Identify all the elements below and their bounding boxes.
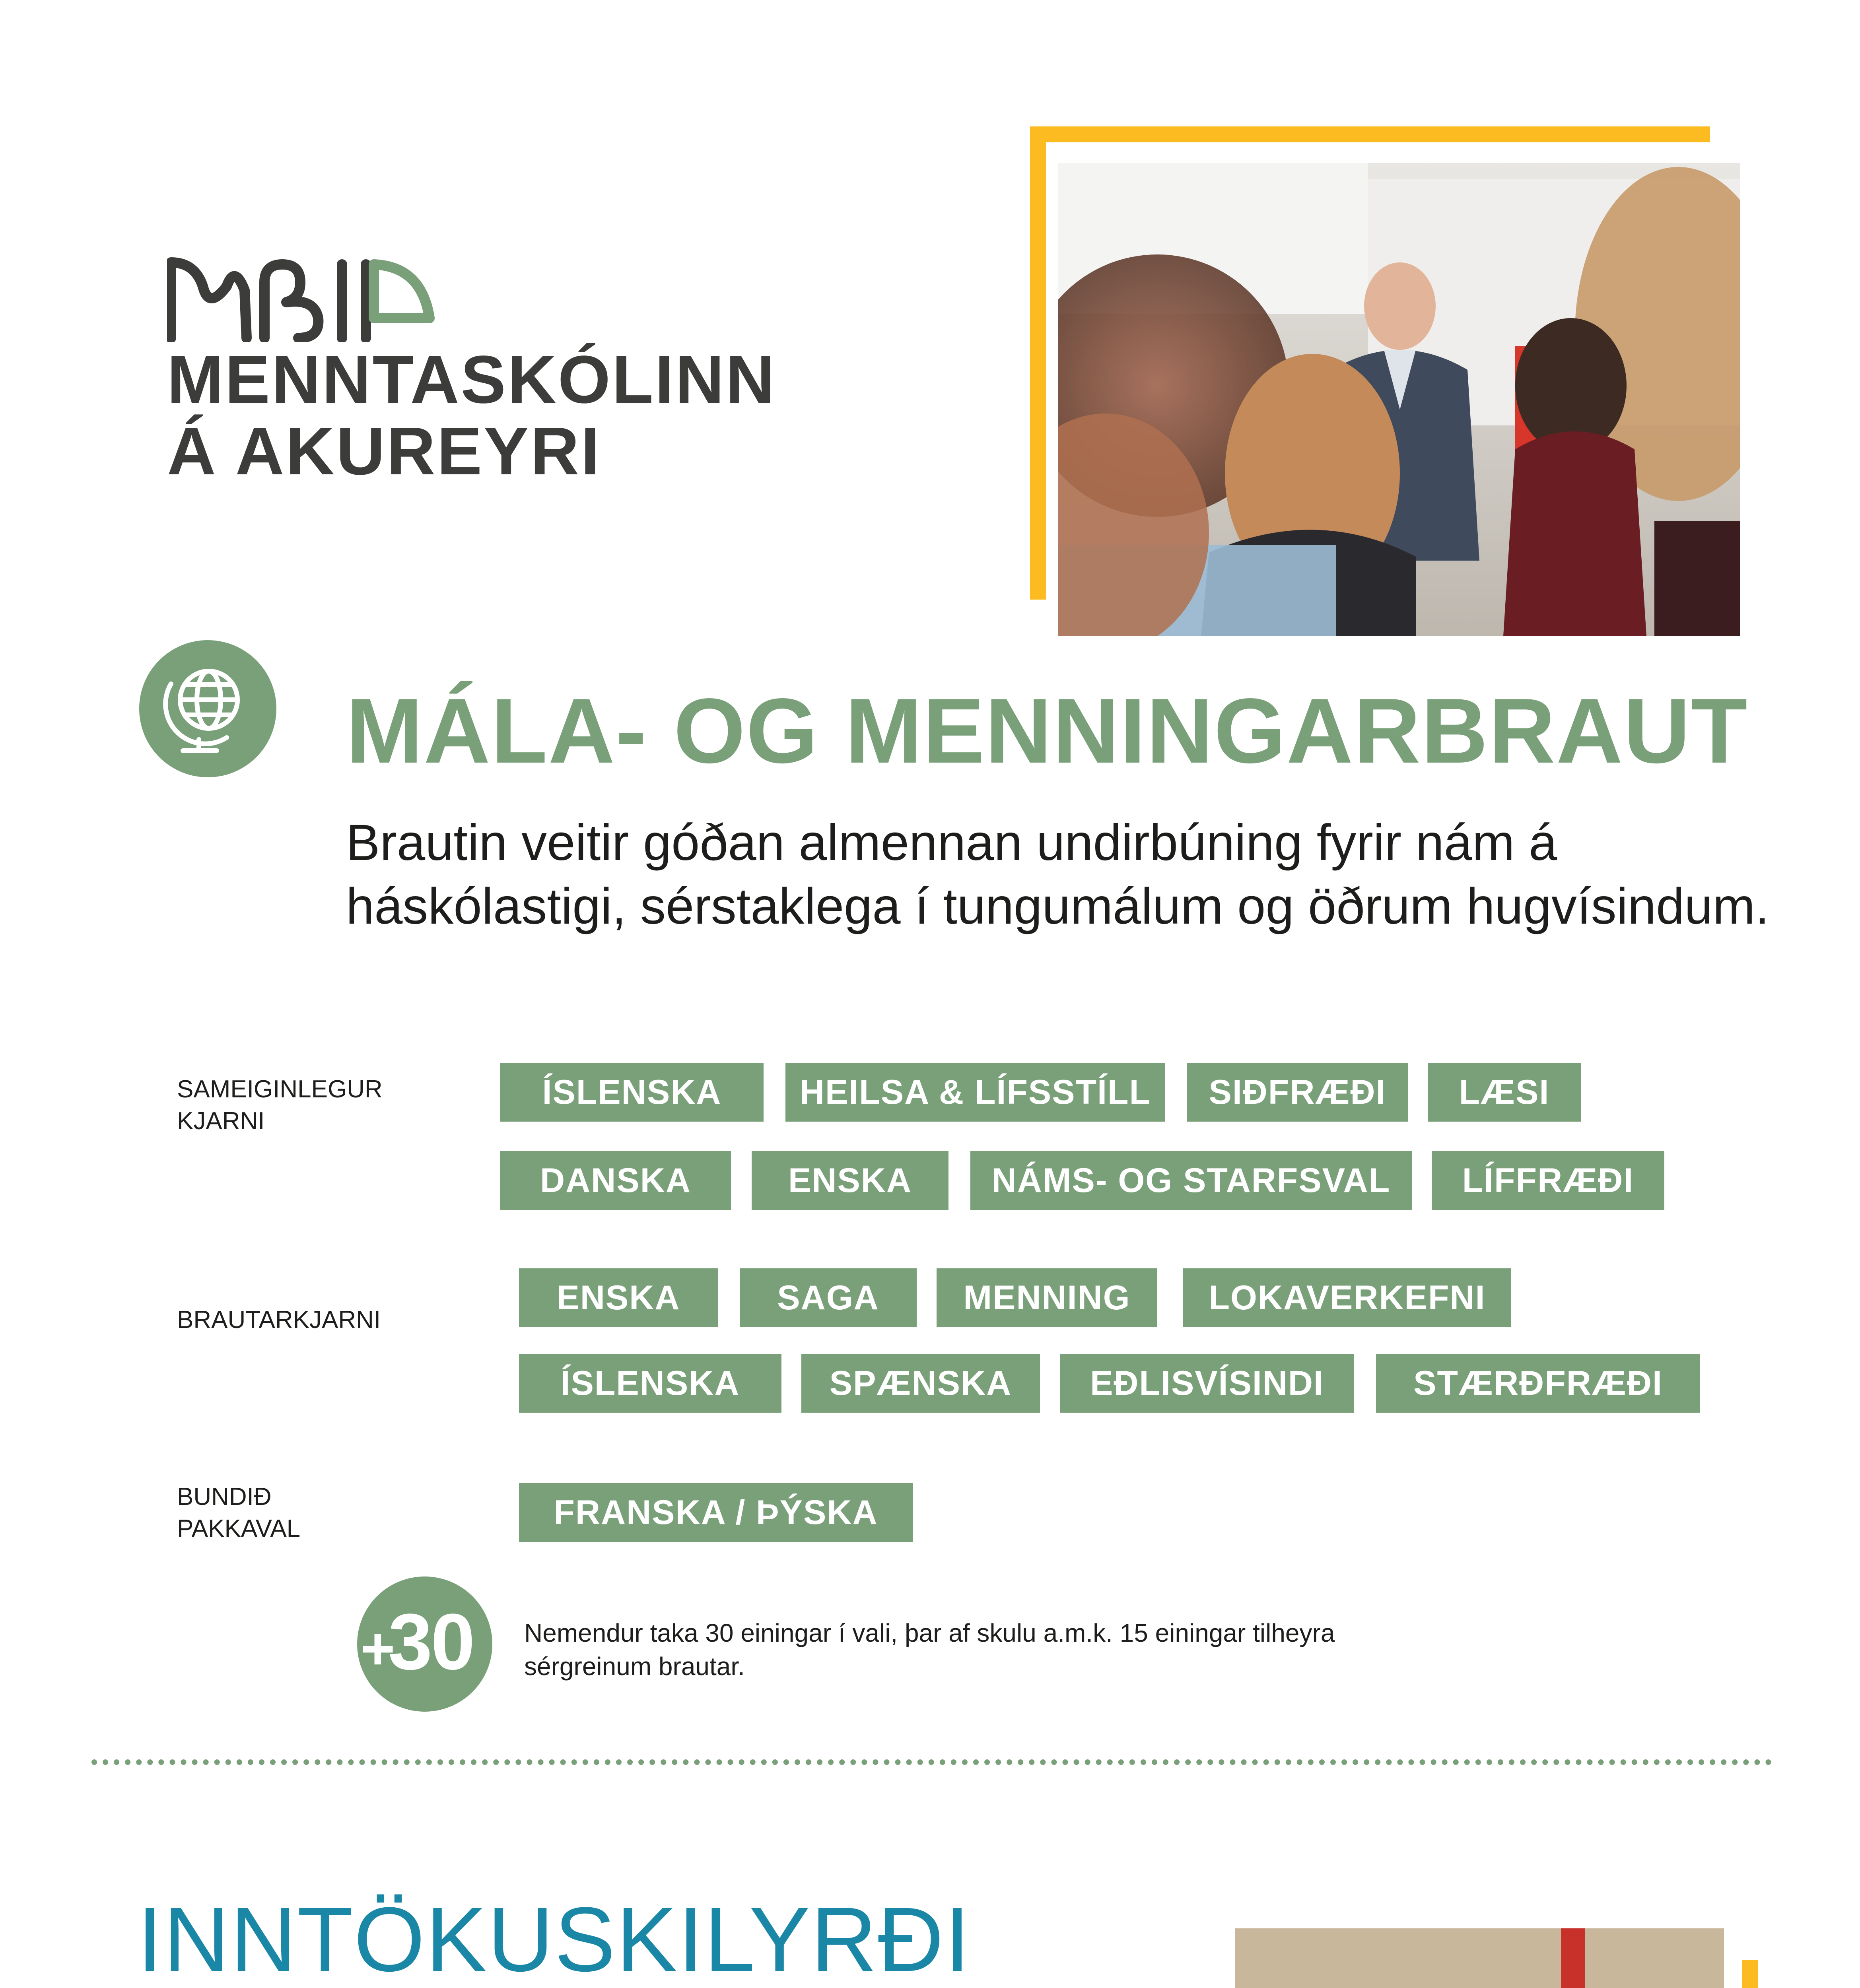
program-description-line: háskólastigi, sérstaklega í tungumálum og öðrum hugvísindum. [346,878,1769,935]
subject-tag: ÍSLENSKA [519,1354,781,1413]
school-name-line1: MENNTASKÓLINN [167,342,776,417]
group-label-line: PAKKAVAL [177,1515,301,1542]
program-description [346,811,1817,938]
group-label-program-core [177,1304,416,1336]
program-title: MÁLA- OG MENNINGARBRAUT [346,679,1748,782]
electives-badge-number: 30 [388,1598,474,1686]
group-label-line: BUNDIÐ [177,1483,272,1510]
subject-tag: MENNING [937,1268,1157,1327]
school-name-line2: Á AKUREYRI [167,414,601,489]
subject-tag: LÆSI [1428,1063,1581,1122]
dotted-divider [91,1759,1772,1765]
classroom-photo [1058,163,1740,636]
group-label-line: KJARNI [177,1107,265,1135]
subject-tag: ENSKA [752,1151,948,1210]
school-logo [167,254,776,487]
admission-title: INNTÖKUSKILYRÐI [137,1888,971,1988]
subject-tag: EÐLISVÍSINDI [1060,1354,1354,1413]
group-label-core [177,1074,416,1137]
subject-tag: ENSKA [519,1268,718,1327]
subject-tag: NÁMS- OG STARFSVAL [970,1151,1412,1210]
group-label-line: BRAUTARKJARNI [177,1306,381,1334]
subject-tag: STÆRÐFRÆÐI [1376,1354,1700,1413]
subject-tag: LÍFFRÆÐI [1432,1151,1664,1210]
program-description-line: Brautin veitir góðan almennan undirbúning fyrir nám á [346,814,1557,871]
subject-tag: HEILSA & LÍFSSTÍLL [785,1063,1165,1122]
electives-badge-sign: + [360,1615,395,1682]
electives-note-line: sérgreinum brautar. [524,1652,745,1681]
group-label-package [177,1481,416,1545]
study-area-photo [1235,1928,1724,1988]
subject-tag: LOKAVERKEFNI [1183,1268,1511,1327]
globe-badge [139,640,276,777]
subject-tag: SPÆNSKA [801,1354,1040,1413]
subject-tag: SAGA [740,1268,917,1327]
subject-tag: SIÐFRÆÐI [1187,1063,1408,1122]
subject-tag: FRANSKA / ÞÝSKA [519,1483,913,1542]
logo-mark-icon [167,254,445,342]
electives-note-line: Nemendur taka 30 einingar í vali, þar af skulu a.m.k. 15 einingar tilheyra [524,1619,1335,1647]
subject-tag: DANSKA [500,1151,731,1210]
subject-tag: ÍSLENSKA [500,1063,764,1122]
electives-badge [357,1576,492,1712]
globe-icon [139,640,276,777]
electives-note [524,1616,1479,1683]
group-label-line: SAMEIGINLEGUR [177,1076,383,1103]
